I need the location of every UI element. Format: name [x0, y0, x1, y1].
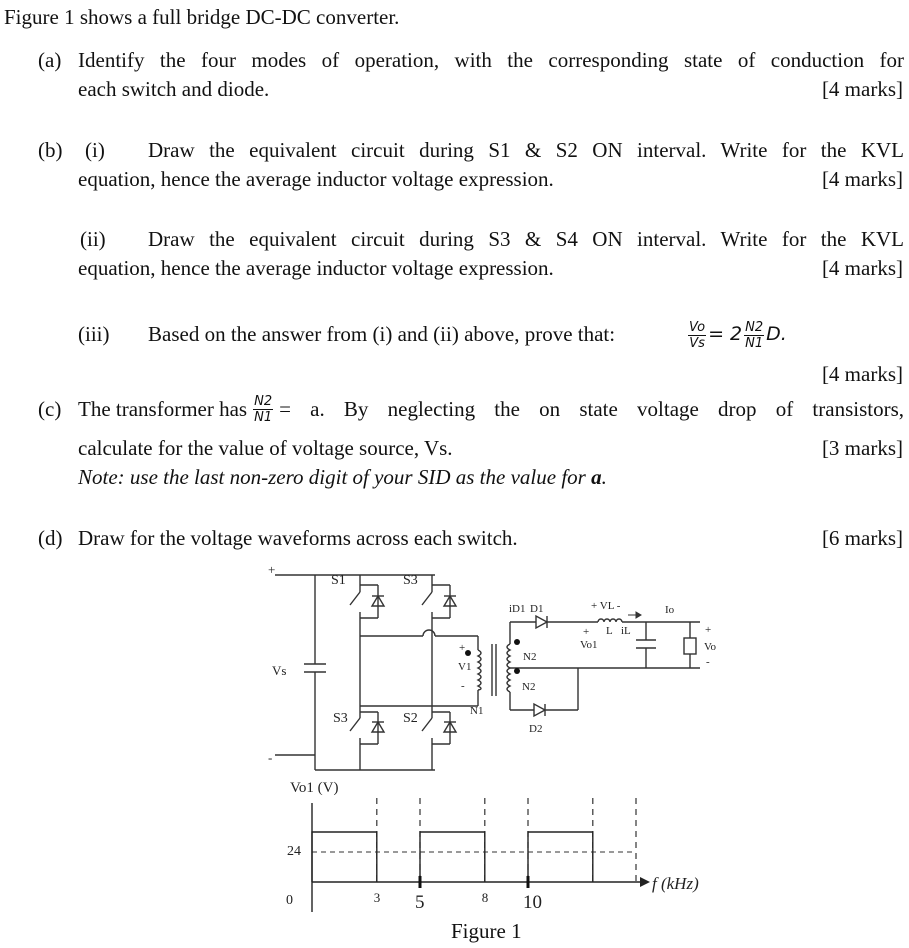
v1-minus-label: - — [461, 680, 465, 692]
s3-bottom-label: S3 — [333, 711, 348, 726]
vs-label: Vs — [272, 663, 287, 678]
part-a-label: (a) — [38, 48, 62, 72]
part-c-line1-pre: The transformer has — [78, 397, 248, 421]
waveform-pulse-0 — [312, 832, 377, 882]
part-a-line2: each switch and diode. — [78, 77, 270, 101]
n1-label: N1 — [470, 705, 484, 717]
source-minus-label: - — [268, 750, 273, 765]
part-b-i-line2: equation, hence the average inductor voltage expression. — [78, 167, 554, 191]
part-d-marks: [6 marks] — [821, 526, 903, 550]
part-b-ii-line1: Draw the equivalent circuit during S3 & S4 ON interval. Write for the KVL — [148, 227, 904, 251]
vl-label: + VL - — [591, 600, 621, 612]
x-axis-arrow — [640, 877, 650, 887]
y-tick-24: 24 — [287, 844, 301, 859]
part-b-i-marks: [4 marks] — [821, 167, 903, 191]
waveform-pulse-1 — [420, 832, 485, 882]
x-tick-label-5: 5 — [415, 892, 425, 913]
part-a-line1: Identify the four modes of operation, with the corresponding state of conduction for — [78, 48, 904, 72]
part-b-i-label: (i) — [85, 138, 105, 162]
part-c-label: (c) — [38, 397, 62, 421]
part-c-marks: [3 marks] — [821, 436, 903, 460]
x-axis-label: f (kHz) — [652, 874, 699, 893]
s1-label: S1 — [331, 573, 346, 588]
x-tick-label-8: 8 — [481, 890, 489, 905]
inductor-l-label: L — [606, 625, 613, 637]
vo-minus-label: - — [706, 656, 710, 668]
d1-label: D1 — [530, 603, 544, 615]
turns-ratio-fraction: $\frac{N2}{N1}$ — [254, 393, 273, 425]
vo1-circuit-label: Vo1 — [580, 639, 598, 651]
vo1-plus-label: + — [583, 626, 590, 638]
part-b-ii-label: (ii) — [80, 227, 106, 251]
n2-bottom-label: N2 — [522, 681, 536, 693]
equation-equals-two: = 2 — [708, 323, 743, 345]
intro-text: Figure 1 shows a full bridge DC-DC converter. — [4, 5, 400, 29]
part-c-note: Note: use the last non-zero digit of your SID as the value for a. — [78, 465, 607, 489]
v1-label: V1 — [458, 661, 472, 673]
part-b-ii-marks: [4 marks] — [821, 256, 903, 280]
n2-top-label: N2 — [523, 651, 537, 663]
s3-top-label: S3 — [403, 573, 418, 588]
s2-label: S2 — [403, 711, 418, 726]
equation-duty-cycle: D. — [766, 323, 787, 345]
part-b-i-line1: Draw the equivalent circuit during S1 & S2 ON interval. Write for the KVL — [148, 138, 904, 162]
y-axis-label: Vo1 (V) — [290, 780, 339, 796]
part-d-label: (d) — [38, 526, 63, 550]
source-plus-label: + — [268, 562, 276, 577]
y-tick-0: 0 — [286, 893, 293, 908]
part-b-iii-text: Based on the answer from (i) and (ii) above, prove that: — [148, 322, 616, 346]
vo-over-vs-fraction: $\frac{Vo}{Vs}$ — [689, 319, 706, 351]
part-c-line2: calculate for the value of voltage source, Vs. — [78, 436, 453, 460]
v1-plus-label: + — [459, 642, 466, 654]
part-b-label: (b) — [38, 138, 63, 162]
waveform-pulse-2 — [528, 832, 593, 882]
part-b-iii-marks: [4 marks] — [821, 362, 903, 386]
n2-over-n1-fraction: $\frac{N2}{N1}$ — [745, 319, 764, 351]
part-a-marks: [4 marks] — [821, 77, 903, 101]
x-tick-label-3: 3 — [373, 890, 381, 905]
il-label: iL — [621, 625, 631, 637]
figure-caption: Figure 1 — [451, 919, 522, 943]
part-b-iii-label: (iii) — [78, 322, 110, 346]
part-b-ii-line2: equation, hence the average inductor voltage expression. — [78, 256, 554, 280]
vo-plus-label: + — [705, 624, 712, 636]
id1-label: iD1 — [509, 603, 526, 615]
vo-label: Vo — [704, 641, 717, 653]
d2-label: D2 — [529, 723, 543, 735]
part-c-line1-post: = a. By neglecting the on state voltage drop of transistors, — [279, 397, 904, 421]
part-d-text: Draw for the voltage waveforms across each switch. — [78, 526, 518, 550]
io-label: Io — [665, 604, 675, 616]
x-tick-label-10: 10 — [523, 892, 542, 913]
